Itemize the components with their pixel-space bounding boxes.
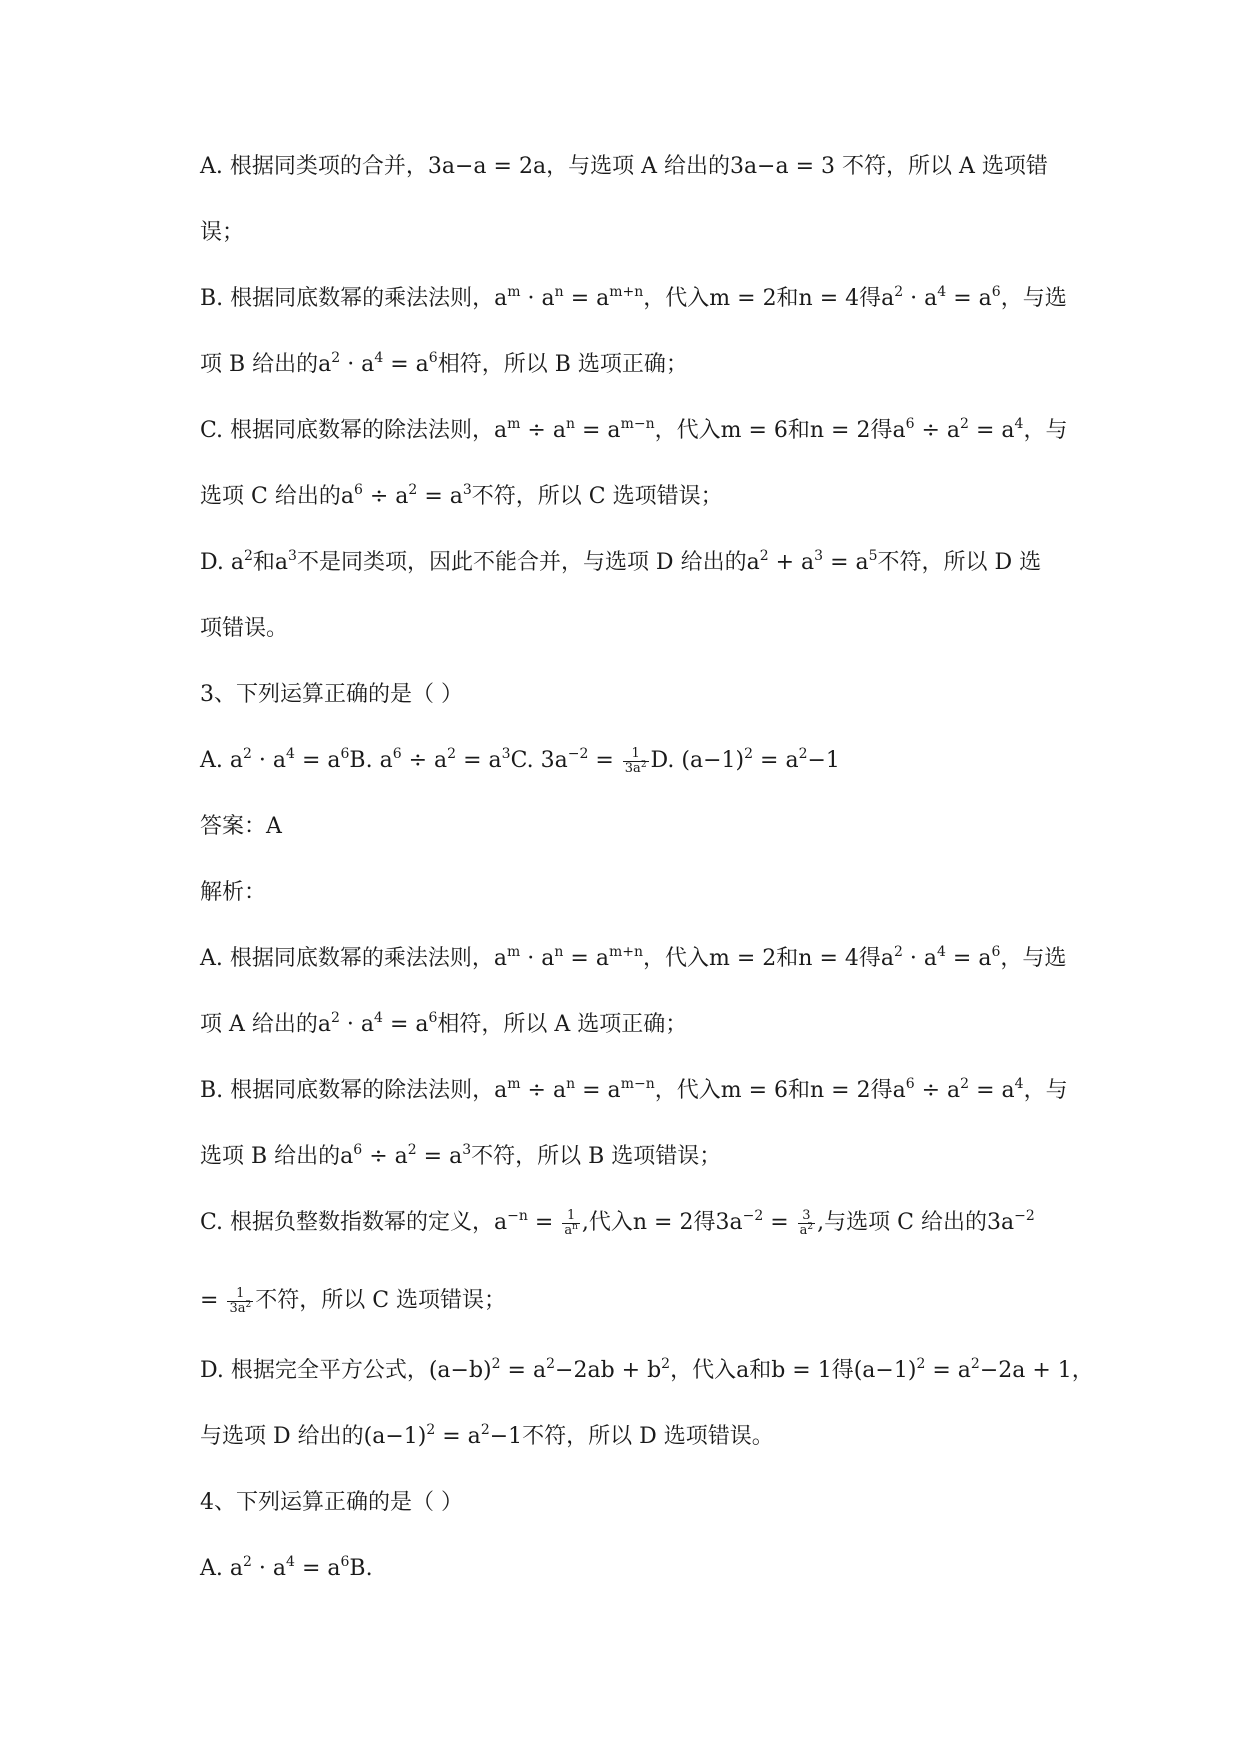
q3-analysis-d: D. 根据完全平方公式，$(a-b)^2 = a^2-2ab + b^2$，代入a和b = 1得$(a-1)^2 = a^2-2a + 1$， (200, 1356, 1094, 1383)
question-4-options: A. $a^2 \cdot a^4 = a^6B$. (200, 1554, 373, 1581)
q3-analysis-a-cont: 项 A 给出的$a^2 \cdot a^4 = a^6$相符，所以 A 选项正确； (200, 1010, 688, 1037)
q3-analysis-d-cont: 与选项 D 给出的$(a-1)^2 = a^2-1$不符，所以 D 选项错误。 (200, 1422, 774, 1449)
analysis-line-c: C. 根据同底数幂的除法法则，$a^m \div a^n = a^{m-n}$，代入m = 6和n = 2得$a^6 \div a^2 = a^4$，与 (200, 416, 1068, 443)
q3-analysis-a: A. 根据同底数幂的乘法法则，$a^m \cdot a^n = a^{m+n}$，代入m = 2和n = 4得$a^2 \cdot a^4 = a^6$，与选 (200, 944, 1067, 971)
question-3-options: A. $a^2 \cdot a^4 = a^6B$. $a^6 \div a^2 = a^3C$. $3a^{-2}$ = $\frac{1}{3a^2}$ D. $(a-1)^2 = a^2-1$ (200, 745, 840, 776)
fraction: $\frac{1}{a^n}$ (564, 1207, 578, 1238)
analysis-line-d-cont: 项错误。 (200, 616, 289, 641)
q3-analysis-b: B. 根据同底数幂的除法法则，$a^m \div a^n = a^{m-n}$，代入m = 6和n = 2得$a^6 \div a^2 = a^4$，与 (200, 1076, 1068, 1103)
question-3-title: 3、下列运算正确的是（ ） (200, 682, 463, 707)
answer-label: 答案：A (200, 814, 282, 839)
fraction: $\frac{1}{3a^2}$ (624, 745, 647, 776)
question-4-title: 4、下列运算正确的是（ ） (200, 1490, 463, 1515)
q3-analysis-c-cont: = $\frac{1}{3a^2}$ 不符，所以 C 选项错误； (200, 1285, 507, 1316)
q3-analysis-b-cont: 选项 B 给出的$a^6 \div a^2 = a^3$不符，所以 B 选项错误； (200, 1142, 722, 1169)
analysis-line-c-cont: 选项 C 给出的$a^6 \div a^2 = a^3$不符，所以 C 选项错误； (200, 482, 723, 509)
analysis-label: 解析： (200, 880, 267, 905)
fraction: $\frac{1}{3a^2}$ (229, 1285, 252, 1316)
fraction: $\frac{3}{a^2}$ (799, 1207, 814, 1238)
analysis-line-a: A. 根据同类项的合并，3a−a = 2a，与选项 A 给出的3a−a = 3 不符，所以 A 选项错 (200, 154, 1048, 179)
analysis-line-d: D. $a^2$和$a^3$不是同类项，因此不能合并，与选项 D 给出的$a^2 + a^3 = a^5$不符，所以 D 选 (200, 548, 1042, 575)
analysis-line-b-cont: 项 B 给出的$a^2 \cdot a^4 = a^6$相符，所以 B 选项正确； (200, 350, 688, 377)
analysis-line-b: B. 根据同底数幂的乘法法则，$a^m \cdot a^n = a^{m+n}$，代入m = 2和n = 4得$a^2 \cdot a^4 = a^6$，与选 (200, 284, 1067, 311)
q3-analysis-c: C. 根据负整数指数幂的定义，$a^{-n}$ = $\frac{1}{a^n}$ ,代入n = 2得$3a^{-2}$ = $\frac{3}{a^2}$ ,与选项 C 给出的$3a^{-2}$ (200, 1207, 1035, 1238)
analysis-line-a-cont: 误； (200, 220, 245, 245)
